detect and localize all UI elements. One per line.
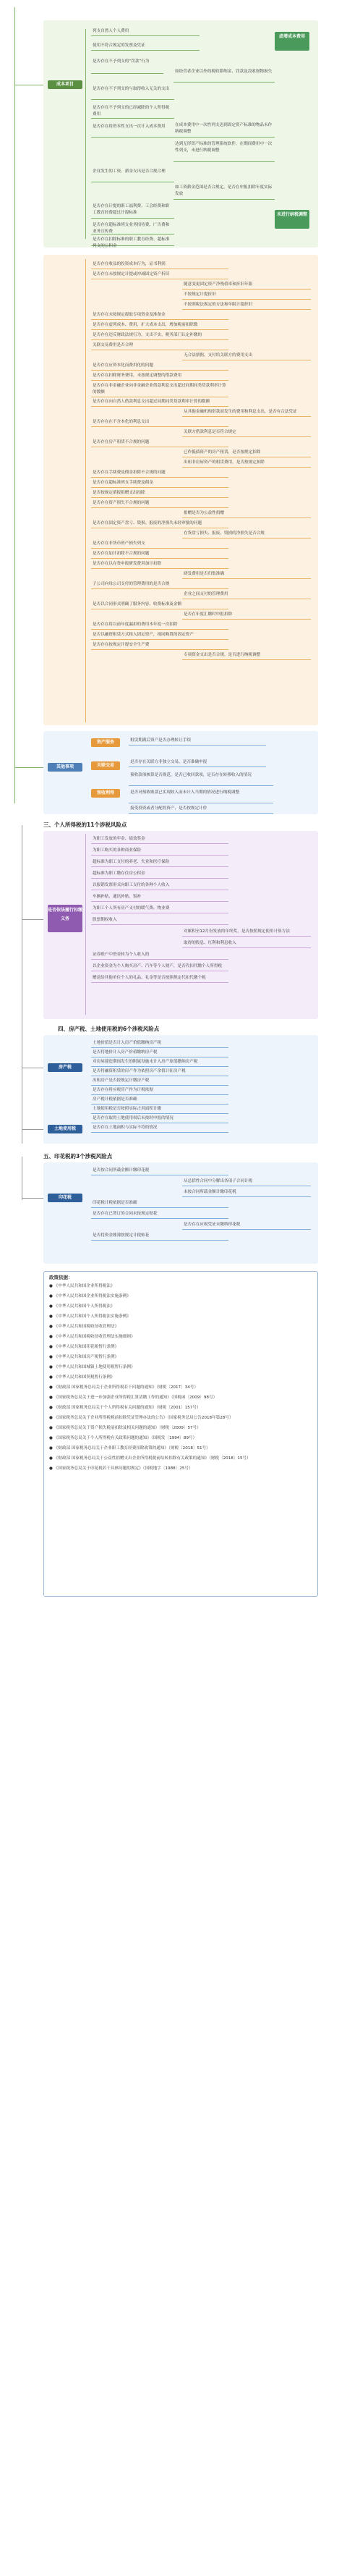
- house-tax-root[interactable]: 房产税: [48, 1063, 82, 1072]
- policy-line-17: ● 《财政部 国家税务总局关于公益性捐赠支出企业所得税税前结转扣除有关政策的通知》（财税〔2018〕15号）: [49, 1456, 251, 1461]
- policy-line-13: ● 《国家税务总局关于企业所得税税前扣除凭证管理办法的公告》（国家税务总局公告2018年第28号）: [49, 1416, 234, 1420]
- main-item-26: 存货盘亏损失、报废、毁损的净损失是否合规: [182, 530, 311, 539]
- property-item-4: 出租房产是否按规定计缴房产税: [91, 1077, 228, 1086]
- iit-item-7: 股票期权收入: [91, 916, 228, 925]
- main-item-29: 是否存在以存货申报研发费用加计扣除: [91, 560, 228, 569]
- main-item-36: 是否以融资租赁方式租入固定资产，视同购置的固定资产: [91, 631, 228, 640]
- cost-item-13: 是否存在扣除标准的职工教育经费、超标准列支的公积金: [91, 236, 174, 246]
- iit-item-6: 为职工个人所有房产支付的暖气费、物业费: [91, 905, 228, 913]
- main-item-20: 是否存在手续费及佣金扣除不合规的问题: [91, 469, 228, 478]
- cost-item-8: 达到无形资产标准的管理系统软件，在期间费用中一次性列支，未进行纳税调整: [174, 140, 275, 162]
- policy-line-9: ● 《中华人民共和国契税暂行条例》: [49, 1375, 115, 1380]
- cost-item-5: 是否存在不予列支的已经减除的个人所得税费用: [91, 104, 174, 119]
- cost-item-9: 企业发生的工资、薪金支出是否合规合理: [91, 168, 174, 182]
- policy-line-6: ● 《中华人民共和国印花税暂行条例》: [49, 1345, 119, 1349]
- cost-item-6: 是否存在将资本性支出一次计入成本费用: [91, 123, 174, 138]
- main-item-17: 是否存在房产租赁不合规的问题: [91, 439, 228, 447]
- cost-item-7: 在成本费用中一次性列支达到固定资产标准的物品未作纳税调整: [174, 122, 275, 138]
- iit-item-12: 赠送给其他单位个人的礼品、礼金等是否按照规定代扣代缴个税: [91, 974, 228, 983]
- property-item-7: 土地使用税是否按照实际占用面积计缴: [91, 1105, 228, 1114]
- stamp-root-node[interactable]: 印花税: [48, 1194, 82, 1202]
- policy-title: 政策依据：: [49, 1275, 73, 1280]
- main-item-5: 是否存在未按规定提取专项资金及准备金: [91, 311, 228, 320]
- cost-item-3: 如经营者企业以外的税收滞纳金、罚款及没收财物损失: [174, 68, 275, 83]
- main-item-2: 随意变更固定资产净残值率和折旧年限: [182, 281, 311, 290]
- cost-item-1: 使用不符合规定的发票及凭证: [91, 42, 200, 51]
- cost-item-11: 是否存在计提的职工福利费、工会经费和职工教育经费超过计提标准: [91, 203, 174, 219]
- stamp-item-6: 是否将资金账簿按规定计税贴花: [91, 1232, 228, 1241]
- policy-line-16: ● 《财政部 国家税务总局关于企业职工教育经费扣除政策的通知》（财税〔2018〕51号）: [49, 1446, 210, 1450]
- main-item-30: 研发费用是否归集准确: [182, 570, 311, 579]
- policy-line-1: ● 《中华人民共和国企业所得税法实施条例》: [49, 1294, 131, 1298]
- cost-item-12: 是否存在超标准列支业务招待费、广告费和业务宣传费: [91, 221, 174, 235]
- other-root-node[interactable]: 其他事项: [48, 763, 82, 772]
- tag-unfiled: 未进行纳税调整: [275, 210, 309, 229]
- main-item-15: 是否存在在不含本化的利息支出: [91, 418, 228, 427]
- main-item-22: 是否按规定填报捐赠支出扣除: [91, 489, 228, 498]
- main-item-16: 关联方借款利息是否符合规定: [182, 428, 311, 437]
- property-item-9: 是否存在土地面积与实际不符的情况: [91, 1124, 228, 1133]
- policy-line-11: ● 《国家税务总局关于进一步加强企业所得税汇算清缴工作的通知》（国税函〔2009〕98号）: [49, 1395, 218, 1400]
- other-tag-1: 关联交易: [91, 761, 120, 770]
- main-item-1: 是否存在未按规定计提或冲减固定资产折旧: [91, 271, 228, 279]
- iit-item-0: 为职工发放的年金、绩效奖金: [91, 835, 228, 844]
- policy-line-10: ● 《财政部 国家税务总局关于企业所得税若干问题的通知》（财税〔2017〕34号）: [49, 1385, 198, 1390]
- policy-line-14: ● 《国家税务总局关于资产损失税前扣除及相关问题的通知》（财税〔2009〕57号）: [49, 1426, 201, 1430]
- main-item-12: 是否存在非金融企业向非金融企业借款利息支出超过同期同类贷款利率计算的数额: [91, 382, 228, 397]
- other-item-4: 接受投资或者分配的资产，是否按规定计价: [129, 805, 273, 814]
- main-spine: [14, 7, 15, 803]
- iit-item-10: 证券账户中资金转为个人收入的: [91, 951, 228, 960]
- main-item-37: 是否存在按规定计提安全生产费: [91, 641, 228, 650]
- iit-item-4: 以报销发票形式向职工支付的各种个人收入: [91, 882, 228, 890]
- main-item-33: 是否以合同形式明确了服务内容、收费标准及金额: [91, 601, 228, 609]
- main-item-38: 专项资金支出是否合规，是否进行纳税调整: [182, 651, 311, 660]
- iit-item-2: 超标准为职工支付的养老、失业和医疗保险: [91, 858, 228, 867]
- iit-item-1: 为职工购买的各种商业保险: [91, 847, 228, 856]
- property-item-6: 房产税计税依据是否准确: [91, 1096, 228, 1105]
- stamp-item-1: 从总括性合同中分解出各项子合同计税: [182, 1178, 311, 1186]
- iit-item-3: 超标准为职工缴存住房公积金: [91, 870, 228, 879]
- main-item-24: 捐赠是否为公益性捐赠: [182, 510, 311, 518]
- iit-item-5: 车辆补贴、通讯补贴、饭补: [91, 893, 228, 902]
- main-item-0: 是否存在收益的投资成本行为，证书利润: [91, 261, 228, 269]
- iit-item-9: 取得的股息、红利和利息收入: [182, 939, 311, 948]
- main-item-9: 无合法票据，支付给关联方的费用支出: [182, 352, 311, 360]
- iit-item-8: 对累积至12月份发放的年终奖，是否按照规定使用计算方法: [182, 928, 311, 937]
- property-item-8: 是否存在取得土地使用权后未按时申报的情况: [91, 1115, 228, 1123]
- main-item-13: 是否存在向自然人借款利息支出超过同期同类贷款利率计算的数额: [91, 398, 228, 407]
- cost-item-2: 是否存在不予列支的“罚款”行为: [91, 58, 163, 74]
- stamp-item-4: 是否存在已签订的合同未按规定贴花: [91, 1210, 228, 1219]
- cost-item-4: 是否存在不予列支的与取得收入无关的支出: [91, 85, 174, 100]
- main-item-8: 关联交易费用是否合理: [91, 342, 228, 350]
- policy-line-15: ● 《国家税务总局关于个人所得税有关政策问题的通知》（国税发〔1994〕89号）: [49, 1436, 197, 1440]
- policy-line-3: ● 《中华人民共和国个人所得税法实施条例》: [49, 1314, 131, 1319]
- property-item-2: 对房屋建造期间发生的附属设施未计入房产原值缴纳房产税: [91, 1058, 228, 1067]
- main-item-32: 企业之间支付的管理费用: [182, 591, 311, 599]
- cost-item-10: 如工资薪金范围是否合规定，是否在申报扣除年度实际发放: [174, 184, 275, 200]
- main-item-7: 是否存在违反财政法规行为，支出不实，税务部门认定补缴的: [91, 331, 228, 340]
- property-item-5: 是否存在将应税房产作为计税依据: [91, 1086, 228, 1095]
- policy-line-7: ● 《中华人民共和国房产税暂行条例》: [49, 1355, 119, 1359]
- main-item-35: 是否存在将以前年度漏扣的费用本年度一次扣除: [91, 621, 228, 630]
- main-item-34: 是否在年度汇缴时申报扣除: [182, 611, 311, 620]
- main-item-31: 子公司向母公司支付的管理费用的是否合规: [91, 580, 228, 589]
- iit-root-node[interactable]: 是否依法履行扣缴义务: [48, 905, 82, 932]
- stamp-item-5: 是否存在应税凭证未缴纳印花税: [182, 1221, 311, 1230]
- iit-item-11: 以企业资金为个人购买房产、汽车等个人财产，是否代扣代缴个人所得税: [91, 963, 228, 971]
- tag-false-cost: 虚增成本费用: [275, 32, 309, 51]
- policy-line-0: ● 《中华人民共和国企业所得税法》: [49, 1284, 115, 1288]
- land-tax-root[interactable]: 土地使用税: [48, 1125, 82, 1133]
- property-item-0: 土地价值是否计入房产价值缴纳房产税: [91, 1039, 228, 1048]
- main-item-23: 是否存在资产损失不合规的问题: [91, 499, 228, 508]
- main-item-4: 不按照税法规定的方法和年限计提折旧: [182, 301, 311, 310]
- iit-section-title: 三、个人所得税的11个涉税风险点: [43, 822, 127, 828]
- main-item-18: 已作抵债资产的房产租赁，是否按规定扣除: [182, 449, 311, 457]
- policy-line-2: ● 《中华人民共和国个人所得税法》: [49, 1304, 115, 1309]
- other-tag-0: 资产服务: [91, 738, 120, 747]
- main-item-6: 是否存在虚列成本、费用，扩大成本支出，增加税前扣除数: [91, 321, 228, 330]
- main-item-19: 出租非房屋资产的租赁费用，是否按规定扣除: [182, 459, 311, 468]
- policy-line-12: ● 《财政部 国家税务总局关于个人所得税有关问题的通知》（财税〔2001〕157号）: [49, 1406, 201, 1410]
- stamp-item-0: 是否按合同所载金额计缴印花税: [91, 1167, 228, 1175]
- policy-line-5: ● 《中华人民共和国税收征收管理法实施细则》: [49, 1335, 135, 1339]
- other-item-2: 预收款项核算是否规范，是否已收回款项，是否存在转移收入的情况: [129, 772, 273, 786]
- main-item-25: 是否存在固定资产盘亏、毁损、报废的净损失未经审批的问题: [91, 520, 228, 528]
- property-item-1: 是否将地价计入房产价值缴纳房产税: [91, 1049, 228, 1057]
- main-item-28: 是否存在加计扣除不合规的问题: [91, 550, 228, 559]
- other-item-3: 是否对预收账款已实现收入而未计入当期的情况进行纳税调整: [129, 789, 273, 803]
- stamp-item-3: 印花税计税依据是否准确: [91, 1199, 228, 1208]
- policy-line-4: ● 《中华人民共和国税收征收管理法》: [49, 1325, 119, 1329]
- main-item-11: 是否存在扣除财务费用，未按规定调整的借款费用: [91, 372, 228, 381]
- other-tag-2: 预收利得: [91, 789, 120, 798]
- main-item-10: 是否存在应资本化而费用化的问题: [91, 362, 228, 371]
- stamp-section-title: 五、印花税的3个涉税风险点: [43, 1153, 113, 1160]
- other-item-1: 是否存在关联方非独立交易，是否准确申报: [129, 759, 266, 767]
- policy-line-18: ● 《国家税务总局关于印花税若干具体问题的规定》（国税地字〔1988〕25号）: [49, 1466, 193, 1471]
- main-item-27: 是否存在非货币资产损失列支: [91, 540, 228, 549]
- property-section-title: 四、房产税、土地使用税的6个涉税风险点: [58, 1026, 160, 1032]
- stamp-item-2: 未按合同所载金额计缴印花税: [182, 1188, 311, 1197]
- cost-item-0: 列支自然人个人费用: [91, 28, 200, 36]
- main-item-3: 不按规定计提折旧: [182, 291, 311, 300]
- property-item-3: 是否将融资租赁的房产作为依照房产余值计征房产税: [91, 1068, 228, 1076]
- cost-root-node[interactable]: 成本项目: [48, 80, 82, 89]
- main-item-21: 是否存在超标准列支手续费及佣金: [91, 479, 228, 488]
- other-item-0: 租赁期满后资产是否办理转让手续: [129, 737, 266, 746]
- main-item-14: 从其他金融机构借款而发生的费用和利息支出，是否有合法凭证: [182, 408, 311, 417]
- policy-line-8: ● 《中华人民共和国城镇土地使用税暂行条例》: [49, 1365, 135, 1369]
